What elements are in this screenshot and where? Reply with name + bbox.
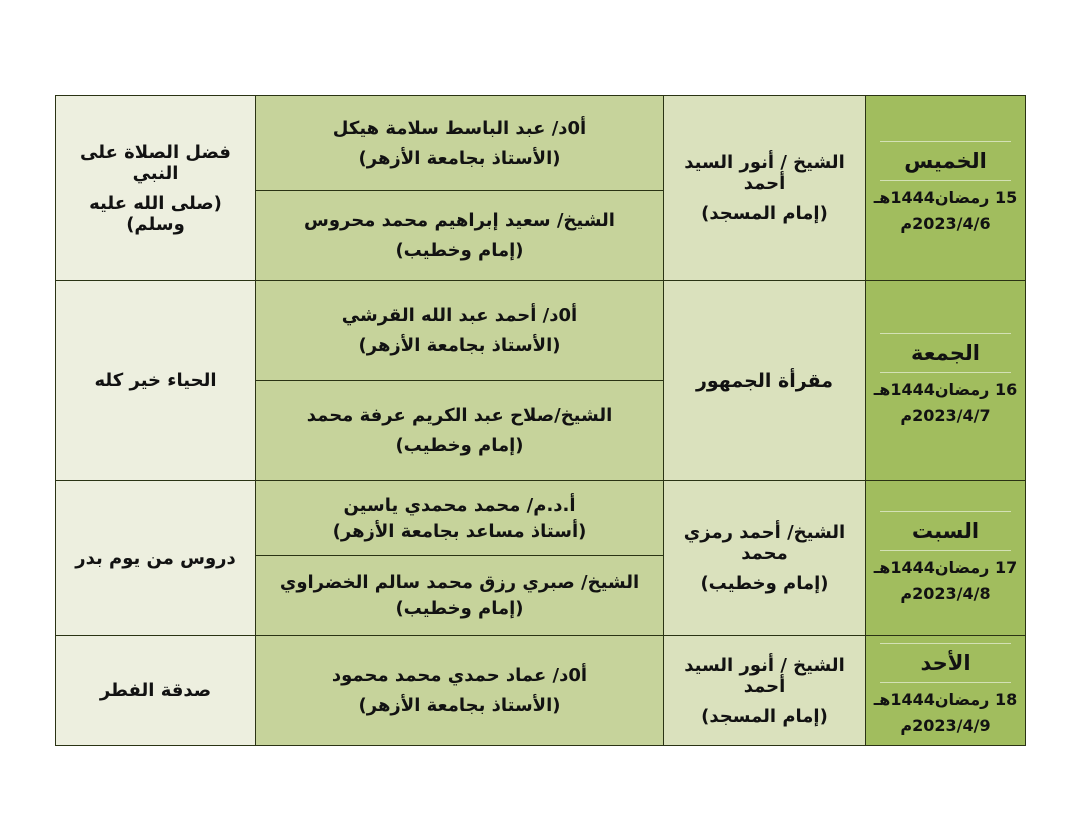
host-cell [664, 481, 866, 636]
topic-cell [56, 281, 256, 481]
host-role: (إمام وخطيب) [700, 573, 829, 594]
day-cell-sunday [866, 636, 1026, 746]
speaker-name: أ.د.م/ محمد محمدي ياسين [343, 494, 576, 516]
topic-cell [56, 481, 256, 636]
speaker-name: الشيخ/ سعيد إبراهيم محمد محروس [304, 210, 615, 231]
ramadan-schedule-table [55, 95, 1026, 746]
topic-title: الحياء خير كله [94, 370, 217, 391]
speaker-cell [256, 191, 664, 281]
topic-title: فضل الصلاة على النبي [80, 141, 231, 184]
hijri-date: 16 رمضان1444هـ [873, 380, 1018, 399]
hijri-date: 15 رمضان1444هـ [873, 187, 1018, 207]
topic-cell [56, 636, 256, 746]
hijri-date: 17 رمضان1444هـ [873, 557, 1018, 577]
speaker-cell [256, 481, 664, 556]
speaker-cell [256, 96, 664, 191]
day-name: الأحد [880, 643, 1011, 683]
speaker-role: (إمام وخطيب) [395, 240, 524, 261]
day-name: الجمعة [880, 333, 1011, 373]
host-role: (إمام المسجد) [701, 705, 828, 727]
host-name: الشيخ / أنور السيد أحمد [684, 152, 845, 194]
host-name: الشيخ / أنور السيد أحمد [684, 654, 845, 697]
day-cell-saturday [866, 481, 1026, 636]
day-name: الخميس [880, 141, 1011, 181]
day-cell-friday [866, 281, 1026, 481]
speaker-role: (إمام وخطيب) [395, 598, 524, 619]
gregorian-date: 2023/4/8م [900, 583, 991, 603]
speaker-role: (الأستاذ بجامعة الأزهر) [358, 695, 561, 716]
speaker-role: (أستاذ مساعد بجامعة الأزهر) [332, 520, 587, 542]
topic-title: صدقة الفطر [99, 680, 212, 701]
topic-cell [56, 96, 256, 281]
speaker-cell [256, 556, 664, 636]
day-cell-thursday [866, 96, 1026, 281]
host-cell [664, 636, 866, 746]
day-name: السبت [880, 511, 1011, 551]
speaker-role: (الأستاذ بجامعة الأزهر) [358, 335, 561, 356]
host-cell [664, 96, 866, 281]
speaker-role: (الأستاذ بجامعة الأزهر) [358, 147, 561, 169]
gregorian-date: 2023/4/7م [900, 406, 991, 425]
host-role: (إمام المسجد) [701, 203, 828, 224]
topic-subtitle: (صلى الله عليه وسلم) [89, 192, 222, 235]
speaker-cell [256, 281, 664, 381]
speaker-cell [256, 636, 664, 746]
speaker-cell [256, 381, 664, 481]
topic-title: دروس من يوم بدر [75, 547, 236, 569]
speaker-role: (إمام وخطيب) [395, 435, 524, 456]
speaker-name: أ0د/ أحمد عبد الله القرشي [341, 305, 578, 326]
hijri-date: 18 رمضان1444هـ [873, 690, 1018, 709]
speaker-name: الشيخ/ صبري رزق محمد سالم الخضراوي [279, 572, 640, 593]
speaker-name: الشيخ/صلاح عبد الكريم عرفة محمد [306, 405, 613, 426]
gregorian-date: 2023/4/9م [900, 716, 991, 735]
host-name: الشيخ/ أحمد رمزي محمد [683, 522, 846, 564]
gregorian-date: 2023/4/6م [900, 213, 991, 233]
speaker-name: أ0د/ عماد حمدي محمد محمود [331, 665, 588, 686]
host-cell [664, 281, 866, 481]
host-name: مقرأة الجمهور [695, 369, 834, 392]
speaker-name: أ0د/ عبد الباسط سلامة هيكل [332, 117, 587, 139]
